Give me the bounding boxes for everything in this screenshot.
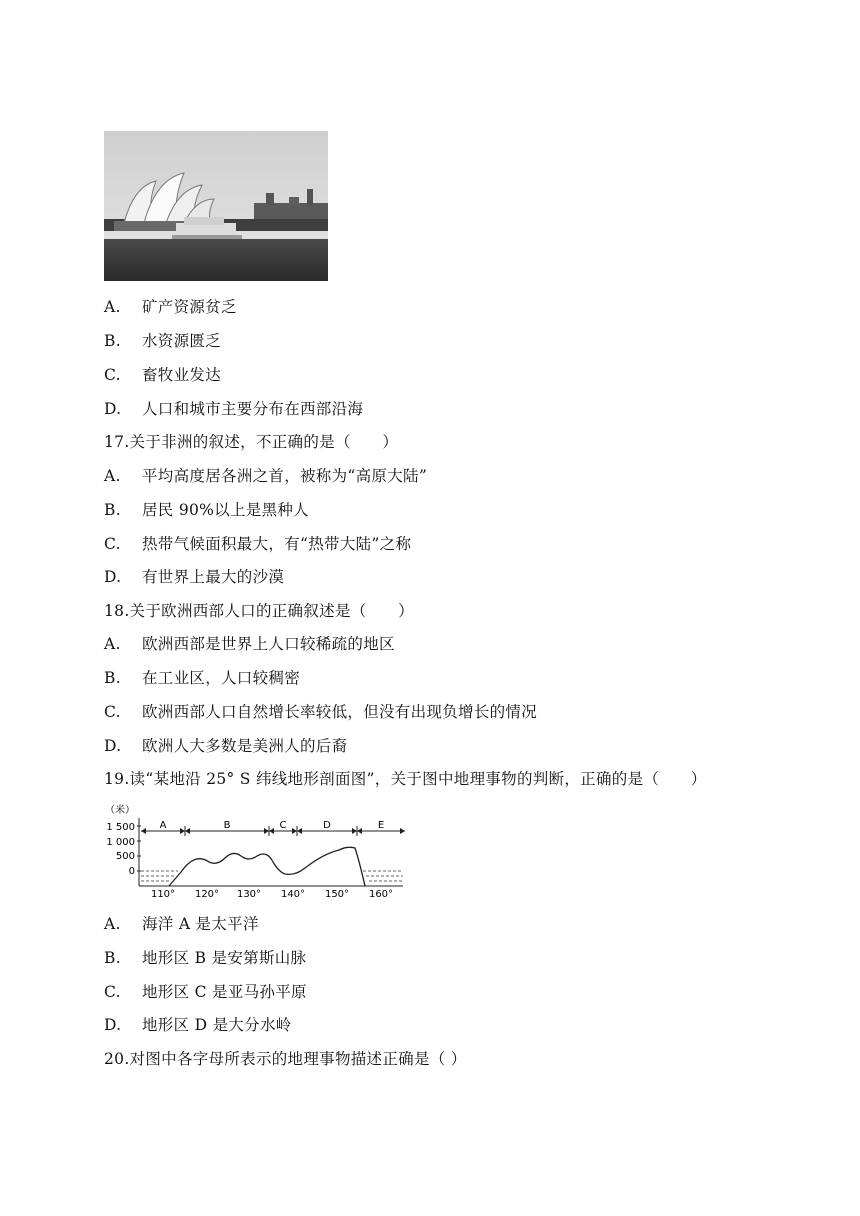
y-tick: 500 bbox=[115, 851, 135, 862]
q19-option-c: C. 地形区 C 是亚马孙平原 bbox=[104, 983, 307, 1001]
region-label-d: D bbox=[323, 820, 331, 831]
q18-option-b: B. 在工业区，人口较稠密 bbox=[104, 669, 301, 687]
q16-option-b: B. 水资源匮乏 bbox=[104, 332, 222, 350]
region-label-c: C bbox=[279, 820, 287, 831]
sydney-opera-house-photo bbox=[104, 131, 328, 281]
y-tick: 0 bbox=[128, 866, 135, 877]
q17-option-b: B. 居民 90%以上是黑种人 bbox=[104, 501, 309, 519]
terrain-profile-figure bbox=[103, 800, 409, 900]
y-tick: 1 500 bbox=[106, 822, 135, 833]
q17-option-a: A. 平均高度居各洲之首，被称为“高原大陆” bbox=[104, 467, 428, 485]
q19-option-d: D. 地形区 D 是大分水岭 bbox=[104, 1016, 292, 1034]
q17-stem: 17.关于非洲的叙述，不正确的是（ ） bbox=[104, 433, 399, 451]
q19-option-a: A. 海洋 A 是太平洋 bbox=[104, 915, 259, 933]
q20-stem: 20.对图中各字母所表示的地理事物描述正确是（ ） bbox=[104, 1050, 467, 1068]
x-tick: 130° bbox=[236, 889, 262, 900]
q16-option-d: D. 人口和城市主要分布在西部沿海 bbox=[104, 400, 364, 418]
q18-option-d: D. 欧洲人大多数是美洲人的后裔 bbox=[104, 737, 348, 755]
terrain-profile-line bbox=[169, 847, 365, 886]
q17-option-d: D. 有世界上最大的沙漠 bbox=[104, 568, 285, 586]
region-label-a: A bbox=[159, 820, 167, 831]
q18-option-c: C. 欧洲西部人口自然增长率较低，但没有出现负增长的情况 bbox=[104, 703, 538, 721]
x-tick: 150° bbox=[324, 889, 350, 900]
q18-option-a: A. 欧洲西部是世界上人口较稀疏的地区 bbox=[104, 635, 395, 653]
x-tick: 140° bbox=[280, 889, 306, 900]
region-label-b: B bbox=[223, 820, 231, 831]
x-tick: 120° bbox=[194, 889, 220, 900]
q16-option-a: A. 矿产资源贫乏 bbox=[104, 298, 237, 316]
region-label-e: E bbox=[377, 820, 385, 831]
q19-stem: 19.读“某地沿 25° S 纬线地形剖面图”，关于图中地理事物的判断，正确的是（ ） bbox=[104, 770, 707, 788]
q16-option-c: C. 畜牧业发达 bbox=[104, 366, 222, 384]
q17-option-c: C. 热带气候面积最大，有“热带大陆”之称 bbox=[104, 535, 412, 553]
y-unit-label: （米） bbox=[105, 805, 135, 816]
x-tick: 160° bbox=[368, 889, 394, 900]
q18-stem: 18.关于欧洲西部人口的正确叙述是（ ） bbox=[104, 602, 414, 620]
x-tick: 110° bbox=[150, 889, 176, 900]
y-tick: 1 000 bbox=[106, 837, 135, 848]
q19-option-b: B. 地形区 B 是安第斯山脉 bbox=[104, 949, 307, 967]
